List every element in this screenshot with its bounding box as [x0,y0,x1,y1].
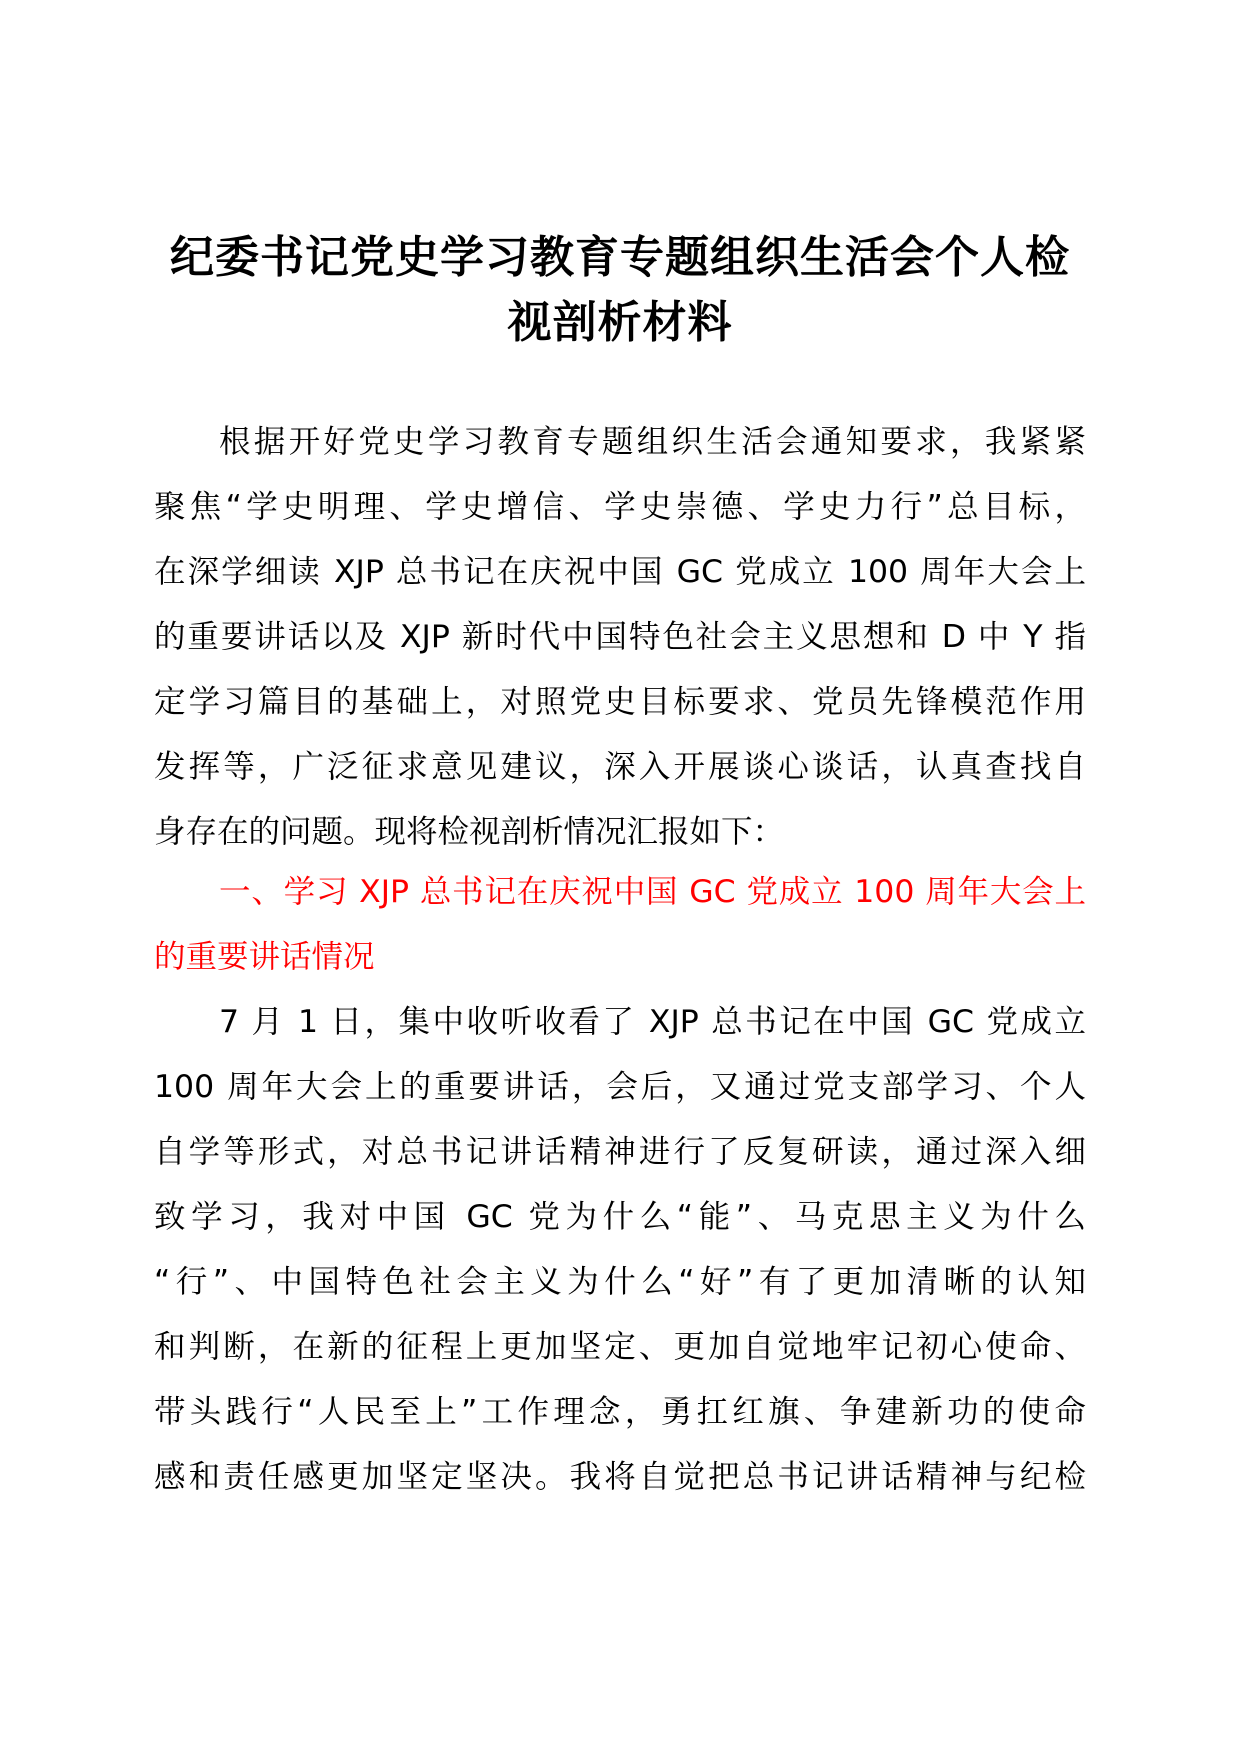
paragraph-line: 7 月 1 日，集中收听收看了 XJP 总书记在中国 GC 党成立 [219,1004,1086,1040]
paragraph-line: 致学习，我对中国 GC 党为什么“能”、马克思主义为什么 [154,1199,1086,1235]
paragraph-line: 的重要讲话以及 XJP 新时代中国特色社会主义思想和 D 中 Y 指 [154,619,1086,655]
paragraph-line: 发挥等，广泛征求意见建议，深入开展谈心谈话，认真查找自 [154,749,1086,785]
document-title [140,224,1100,354]
paragraph-line: 聚焦“学史明理、学史增信、学史崇德、学史力行”总目标， [154,489,1086,525]
paragraph-line: 在深学细读 XJP 总书记在庆祝中国 GC 党成立 100 周年大会上 [154,554,1086,590]
heading-line: 的重要讲话情况 [154,939,375,975]
paragraph-line: 带头践行“人民至上”工作理念，勇扛红旗、争建新功的使命 [154,1394,1086,1430]
paragraph-line: 100 周年大会上的重要讲话，会后，又通过党支部学习、个人 [154,1069,1086,1105]
paragraph-line: 身存在的问题。现将检视剖析情况汇报如下： [154,814,785,850]
paragraph-line: 根据开好党史学习教育专题组织生活会通知要求，我紧紧 [219,424,1086,460]
paragraph-line: “行”、中国特色社会主义为什么“好”有了更加清晰的认知 [154,1264,1086,1300]
heading-line: 一、学习 XJP 总书记在庆祝中国 GC 党成立 100 周年大会上 [219,874,1086,910]
paragraph-line: 感和责任感更加坚定坚决。我将自觉把总书记讲话精神与纪检 [154,1459,1086,1495]
intro-paragraph [154,410,1086,865]
title-line: 纪委书记党史学习教育专题组织生活会个人检 [170,232,1070,283]
section-heading [154,860,1086,990]
body-paragraph [154,990,1086,1510]
paragraph-line: 和判断，在新的征程上更加坚定、更加自觉地牢记初心使命、 [154,1329,1086,1365]
paragraph-line: 定学习篇目的基础上，对照党史目标要求、党员先锋模范作用 [154,684,1086,720]
title-line: 视剖析材料 [507,297,733,348]
paragraph-line: 自学等形式，对总书记讲话精神进行了反复研读，通过深入细 [154,1134,1086,1170]
